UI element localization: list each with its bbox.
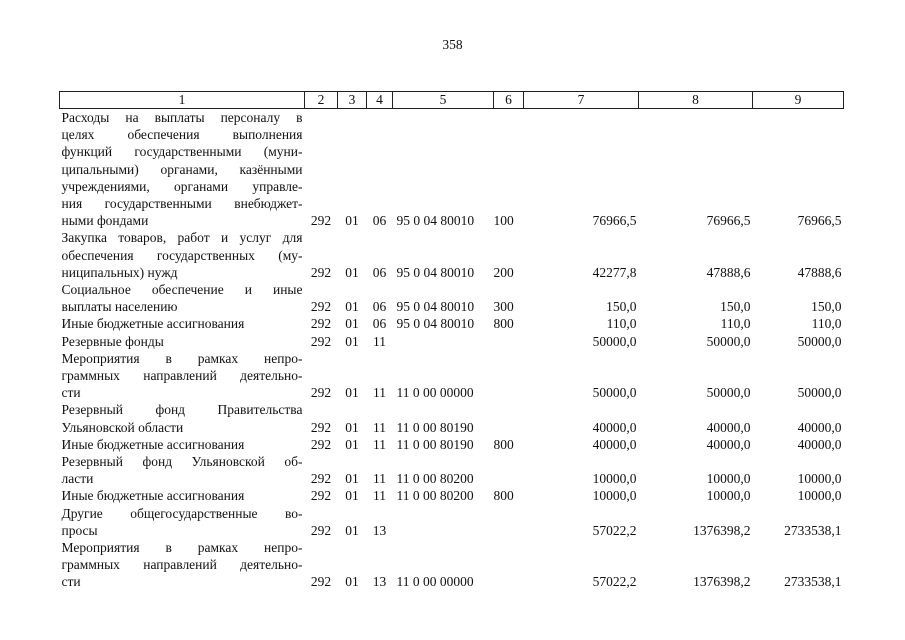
item-name-line: Социальное обеспечение и иные bbox=[61, 282, 303, 298]
cell-item-name bbox=[60, 436, 305, 453]
cell-admin-code: 292 bbox=[310, 574, 332, 590]
item-name-line: сти bbox=[61, 574, 81, 590]
header-cell-7: 7 bbox=[524, 92, 639, 109]
cell-item-name bbox=[60, 453, 305, 487]
item-name-line: Закупка товаров, работ и услуг для bbox=[61, 230, 303, 246]
cell-target-article: 95 0 04 80010 bbox=[396, 213, 475, 229]
cell-amount-7: 10000,0 bbox=[592, 471, 637, 487]
item-name-line: Иные бюджетные ассигнования bbox=[61, 316, 245, 332]
item-name-line: Мероприятия в рамках непро- bbox=[61, 350, 303, 366]
cell-target-article: 11 0 00 80190 bbox=[396, 419, 474, 435]
cell-admin-code: 292 bbox=[310, 333, 332, 349]
table-row bbox=[60, 539, 844, 591]
cell-target-article: 11 0 00 00000 bbox=[396, 574, 474, 590]
header-cell-8: 8 bbox=[639, 92, 753, 109]
item-name-line: ными фондами bbox=[61, 213, 149, 229]
item-name-line: ласти bbox=[61, 471, 94, 487]
header-cell-3: 3 bbox=[338, 92, 367, 109]
item-name-line: ниципальных) нужд bbox=[61, 264, 178, 280]
cell-subsection: 11 bbox=[373, 385, 386, 401]
item-name-line: просы bbox=[61, 522, 98, 538]
cell-target-article bbox=[393, 333, 494, 350]
item-name-line: Резервные фонды bbox=[61, 333, 164, 349]
cell-section: 01 bbox=[345, 299, 359, 315]
cell-amount-9: 110,0 bbox=[811, 316, 842, 332]
cell-amount-9: 2733538,1 bbox=[784, 522, 842, 538]
cell-target-article: 95 0 04 80010 bbox=[396, 299, 475, 315]
table-row bbox=[60, 436, 844, 453]
header-row bbox=[60, 92, 844, 109]
item-name-line: учреждениями, органами управле- bbox=[61, 178, 303, 194]
cell-admin-code: 292 bbox=[310, 316, 332, 332]
cell-admin-code: 292 bbox=[310, 385, 332, 401]
cell-amount-7: 10000,0 bbox=[592, 488, 637, 504]
cell-amount-8: 1376398,2 bbox=[693, 574, 751, 590]
cell-amount-7: 50000,0 bbox=[592, 333, 637, 349]
cell-expense-type bbox=[494, 505, 524, 539]
cell-subsection: 11 bbox=[373, 333, 386, 349]
cell-amount-9: 50000,0 bbox=[797, 333, 842, 349]
cell-amount-8: 50000,0 bbox=[706, 385, 751, 401]
cell-expense-type: 800 bbox=[493, 488, 514, 504]
cell-amount-9: 40000,0 bbox=[797, 436, 842, 452]
item-name-line: Иные бюджетные ассигнования bbox=[61, 436, 245, 452]
table-body bbox=[60, 109, 844, 591]
cell-amount-8: 150,0 bbox=[720, 299, 751, 315]
item-name-line: граммных направлений деятельно- bbox=[61, 557, 303, 573]
cell-admin-code: 292 bbox=[310, 436, 332, 452]
cell-amount-8: 50000,0 bbox=[706, 333, 751, 349]
header-cell-2: 2 bbox=[305, 92, 338, 109]
header-cell-9: 9 bbox=[753, 92, 844, 109]
cell-expense-type: 100 bbox=[493, 213, 514, 229]
cell-expense-type bbox=[494, 350, 524, 402]
cell-expense-type bbox=[494, 333, 524, 350]
cell-amount-8: 10000,0 bbox=[706, 488, 751, 504]
cell-expense-type: 300 bbox=[493, 299, 514, 315]
table-row bbox=[60, 487, 844, 504]
cell-item-name bbox=[60, 229, 305, 281]
header-cell-5: 5 bbox=[393, 92, 494, 109]
cell-item-name bbox=[60, 487, 305, 504]
item-name-line: ния государственными внебюджет- bbox=[61, 196, 303, 212]
item-name-line: обеспечения государственных (му- bbox=[61, 247, 303, 263]
cell-expense-type bbox=[494, 401, 524, 435]
cell-subsection: 06 bbox=[372, 316, 387, 332]
cell-amount-8: 40000,0 bbox=[706, 436, 751, 452]
cell-section: 01 bbox=[345, 471, 359, 487]
budget-table bbox=[59, 91, 844, 591]
cell-expense-type: 800 bbox=[493, 316, 514, 332]
cell-admin-code: 292 bbox=[310, 299, 332, 315]
cell-amount-7: 50000,0 bbox=[592, 385, 637, 401]
table-row bbox=[60, 505, 844, 539]
cell-amount-8: 110,0 bbox=[720, 316, 751, 332]
table-row bbox=[60, 315, 844, 332]
cell-subsection: 13 bbox=[372, 522, 387, 538]
cell-target-article: 95 0 04 80010 bbox=[396, 316, 475, 332]
cell-admin-code: 292 bbox=[310, 471, 332, 487]
header-cell-4: 4 bbox=[367, 92, 393, 109]
table-row bbox=[60, 453, 844, 487]
cell-admin-code: 292 bbox=[310, 264, 332, 280]
cell-subsection: 11 bbox=[373, 488, 386, 504]
cell-expense-type bbox=[494, 453, 524, 487]
item-name-line: граммных направлений деятельно- bbox=[61, 368, 303, 384]
cell-section: 01 bbox=[345, 333, 359, 349]
item-name-line: Иные бюджетные ассигнования bbox=[61, 488, 245, 504]
cell-target-article: 11 0 00 80200 bbox=[396, 471, 474, 487]
cell-amount-9: 2733538,1 bbox=[784, 574, 842, 590]
cell-amount-7: 110,0 bbox=[606, 316, 637, 332]
cell-amount-7: 150,0 bbox=[606, 299, 637, 315]
item-name-line: выплаты населению bbox=[61, 299, 178, 315]
item-name-line: функций государственными (муни- bbox=[61, 144, 303, 160]
cell-expense-type bbox=[494, 539, 524, 591]
cell-amount-7: 40000,0 bbox=[592, 436, 637, 452]
table-row bbox=[60, 229, 844, 281]
cell-section: 01 bbox=[345, 436, 359, 452]
cell-section: 01 bbox=[345, 419, 359, 435]
cell-section: 01 bbox=[345, 213, 359, 229]
cell-amount-9: 10000,0 bbox=[797, 471, 842, 487]
table-header bbox=[60, 92, 844, 109]
table-row bbox=[60, 281, 844, 315]
cell-item-name bbox=[60, 109, 305, 230]
cell-subsection: 06 bbox=[372, 299, 387, 315]
cell-admin-code: 292 bbox=[310, 419, 332, 435]
cell-subsection: 06 bbox=[372, 264, 387, 280]
item-name-line: Резервный фонд Правительства bbox=[61, 402, 303, 418]
table-row bbox=[60, 350, 844, 402]
table-row bbox=[60, 109, 844, 230]
page-number: 358 bbox=[442, 37, 463, 52]
cell-item-name bbox=[60, 333, 305, 350]
cell-admin-code: 292 bbox=[310, 213, 332, 229]
cell-amount-8: 76966,5 bbox=[706, 213, 751, 229]
cell-subsection: 13 bbox=[372, 574, 387, 590]
cell-amount-7: 76966,5 bbox=[592, 213, 637, 229]
cell-amount-9: 10000,0 bbox=[797, 488, 842, 504]
cell-amount-9: 40000,0 bbox=[797, 419, 842, 435]
cell-section: 01 bbox=[345, 488, 359, 504]
cell-admin-code: 292 bbox=[310, 488, 332, 504]
cell-amount-8: 47888,6 bbox=[706, 264, 751, 280]
cell-item-name bbox=[60, 281, 305, 315]
cell-subsection: 11 bbox=[373, 436, 386, 452]
item-name-line: Другие общегосударственные во- bbox=[61, 505, 303, 521]
cell-section: 01 bbox=[345, 385, 359, 401]
cell-item-name bbox=[60, 539, 305, 591]
cell-subsection: 11 bbox=[373, 471, 386, 487]
cell-item-name bbox=[60, 401, 305, 435]
cell-item-name bbox=[60, 350, 305, 402]
item-name-line: целях обеспечения выполнения bbox=[61, 127, 303, 143]
item-name-line: Резервный фонд Ульяновской об- bbox=[61, 454, 303, 470]
cell-amount-8: 10000,0 bbox=[706, 471, 751, 487]
cell-item-name bbox=[60, 505, 305, 539]
table-row bbox=[60, 333, 844, 350]
cell-amount-7: 57022,2 bbox=[592, 522, 637, 538]
cell-amount-8: 40000,0 bbox=[706, 419, 751, 435]
cell-admin-code: 292 bbox=[310, 522, 332, 538]
cell-amount-9: 50000,0 bbox=[797, 385, 842, 401]
item-name-line: ципальными) органами, казёнными bbox=[61, 161, 303, 177]
cell-target-article: 11 0 00 80200 bbox=[396, 488, 474, 504]
cell-amount-7: 57022,2 bbox=[592, 574, 637, 590]
table-row bbox=[60, 401, 844, 435]
item-name-line: Расходы на выплаты персоналу в bbox=[61, 110, 303, 125]
item-name-line: сти bbox=[61, 385, 81, 401]
cell-target-article bbox=[393, 505, 494, 539]
cell-expense-type: 800 bbox=[493, 436, 514, 452]
cell-subsection: 06 bbox=[372, 213, 387, 229]
header-cell-6: 6 bbox=[494, 92, 524, 109]
header-cell-1: 1 bbox=[60, 92, 305, 109]
cell-section: 01 bbox=[345, 316, 359, 332]
cell-target-article: 95 0 04 80010 bbox=[396, 264, 475, 280]
item-name-line: Мероприятия в рамках непро- bbox=[61, 540, 303, 556]
cell-section: 01 bbox=[345, 264, 359, 280]
cell-subsection: 11 bbox=[373, 419, 386, 435]
cell-amount-7: 40000,0 bbox=[592, 419, 637, 435]
cell-amount-8: 1376398,2 bbox=[693, 522, 751, 538]
cell-section: 01 bbox=[345, 522, 359, 538]
cell-amount-9: 47888,6 bbox=[797, 264, 842, 280]
cell-section: 01 bbox=[345, 574, 359, 590]
cell-amount-9: 76966,5 bbox=[797, 213, 842, 229]
cell-expense-type: 200 bbox=[493, 264, 514, 280]
cell-target-article: 11 0 00 80190 bbox=[396, 436, 474, 452]
cell-amount-7: 42277,8 bbox=[592, 264, 637, 280]
cell-item-name bbox=[60, 315, 305, 332]
item-name-line: Ульяновской области bbox=[61, 419, 184, 435]
cell-amount-9: 150,0 bbox=[811, 299, 842, 315]
cell-target-article: 11 0 00 00000 bbox=[396, 385, 474, 401]
